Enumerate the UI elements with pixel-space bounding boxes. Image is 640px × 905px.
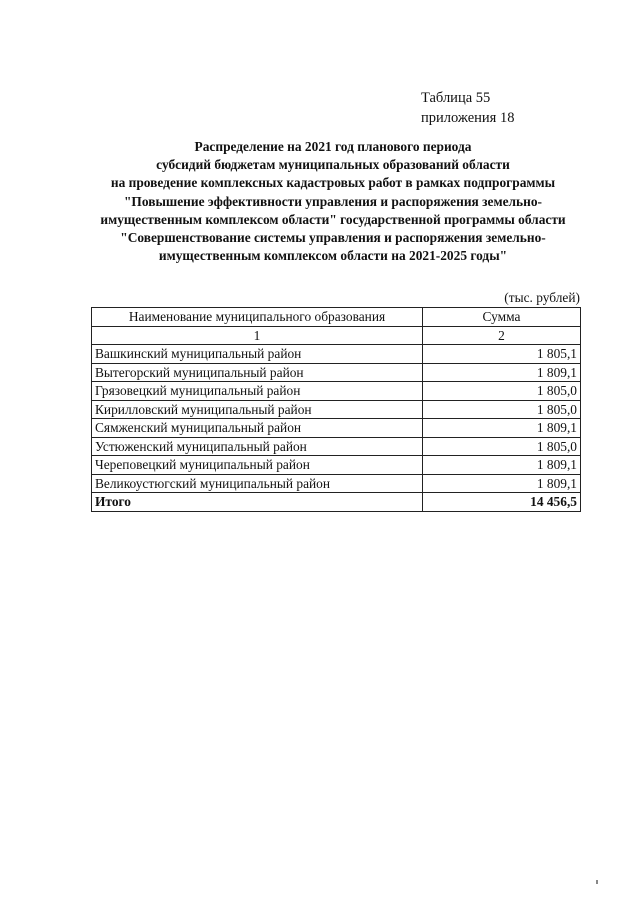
title-line: субсидий бюджетам муниципальных образований области: [156, 157, 510, 173]
table-reference: [421, 88, 514, 128]
header-amount: Сумма: [423, 308, 581, 327]
amount-value: 1 809,1: [423, 363, 581, 382]
title-line: имущественным комплексом области на 2021-2025 годы": [158, 248, 508, 264]
amount-value: 1 805,0: [423, 382, 581, 401]
municipality-name: Грязовецкий муниципальный район: [92, 382, 423, 401]
distribution-table: [91, 307, 581, 512]
title-line: "Повышение эффективности управления и распоряжения земельно-: [124, 193, 542, 209]
municipality-name: Череповецкий муниципальный район: [92, 456, 423, 475]
scan-mark: [596, 880, 598, 884]
municipality-name: Сямженский муниципальный район: [92, 419, 423, 438]
municipality-name: Вашкинский муниципальный район: [92, 345, 423, 364]
amount-value: 1 805,1: [423, 345, 581, 364]
amount-value: 1 805,0: [423, 437, 581, 456]
municipality-name: Великоустюгский муниципальный район: [92, 474, 423, 493]
total-amount: 14 456,5: [423, 493, 581, 512]
column-number: 2: [423, 326, 581, 345]
amount-value: 1 809,1: [423, 474, 581, 493]
header-name: Наименование муниципального образования: [92, 308, 423, 327]
amount-value: 1 805,0: [423, 400, 581, 419]
table-row: [92, 382, 581, 401]
appendix-label: приложения 18: [421, 110, 515, 126]
municipality-name: Устюженский муниципальный район: [92, 437, 423, 456]
table-row: [92, 400, 581, 419]
table-number: Таблица 55: [421, 90, 491, 106]
table-row: [92, 456, 581, 475]
table-row: [92, 419, 581, 438]
municipality-name: Вытегорский муниципальный район: [92, 363, 423, 382]
title-line: имущественным комплексом области" государственной программы области: [100, 211, 566, 227]
table-row: [92, 363, 581, 382]
title-line: "Совершенствование системы управления и распоряжения земельно-: [120, 230, 546, 246]
units-label: (тыс. рублей): [504, 290, 580, 305]
total-label: Итого: [92, 493, 423, 512]
amount-value: 1 809,1: [423, 419, 581, 438]
total-row: [92, 493, 581, 512]
title-line: Распределение на 2021 год планового периода: [194, 139, 472, 154]
amount-value: 1 809,1: [423, 456, 581, 475]
table-header-row: [92, 308, 581, 327]
table-row: [92, 474, 581, 493]
document-title: [80, 138, 586, 265]
table-row: [92, 345, 581, 364]
title-line: на проведение комплексных кадастровых работ в рамках подпрограммы: [110, 175, 556, 191]
municipality-name: Кирилловский муниципальный район: [92, 400, 423, 419]
column-number: 1: [92, 326, 423, 345]
column-number-row: [92, 326, 581, 345]
table-row: [92, 437, 581, 456]
